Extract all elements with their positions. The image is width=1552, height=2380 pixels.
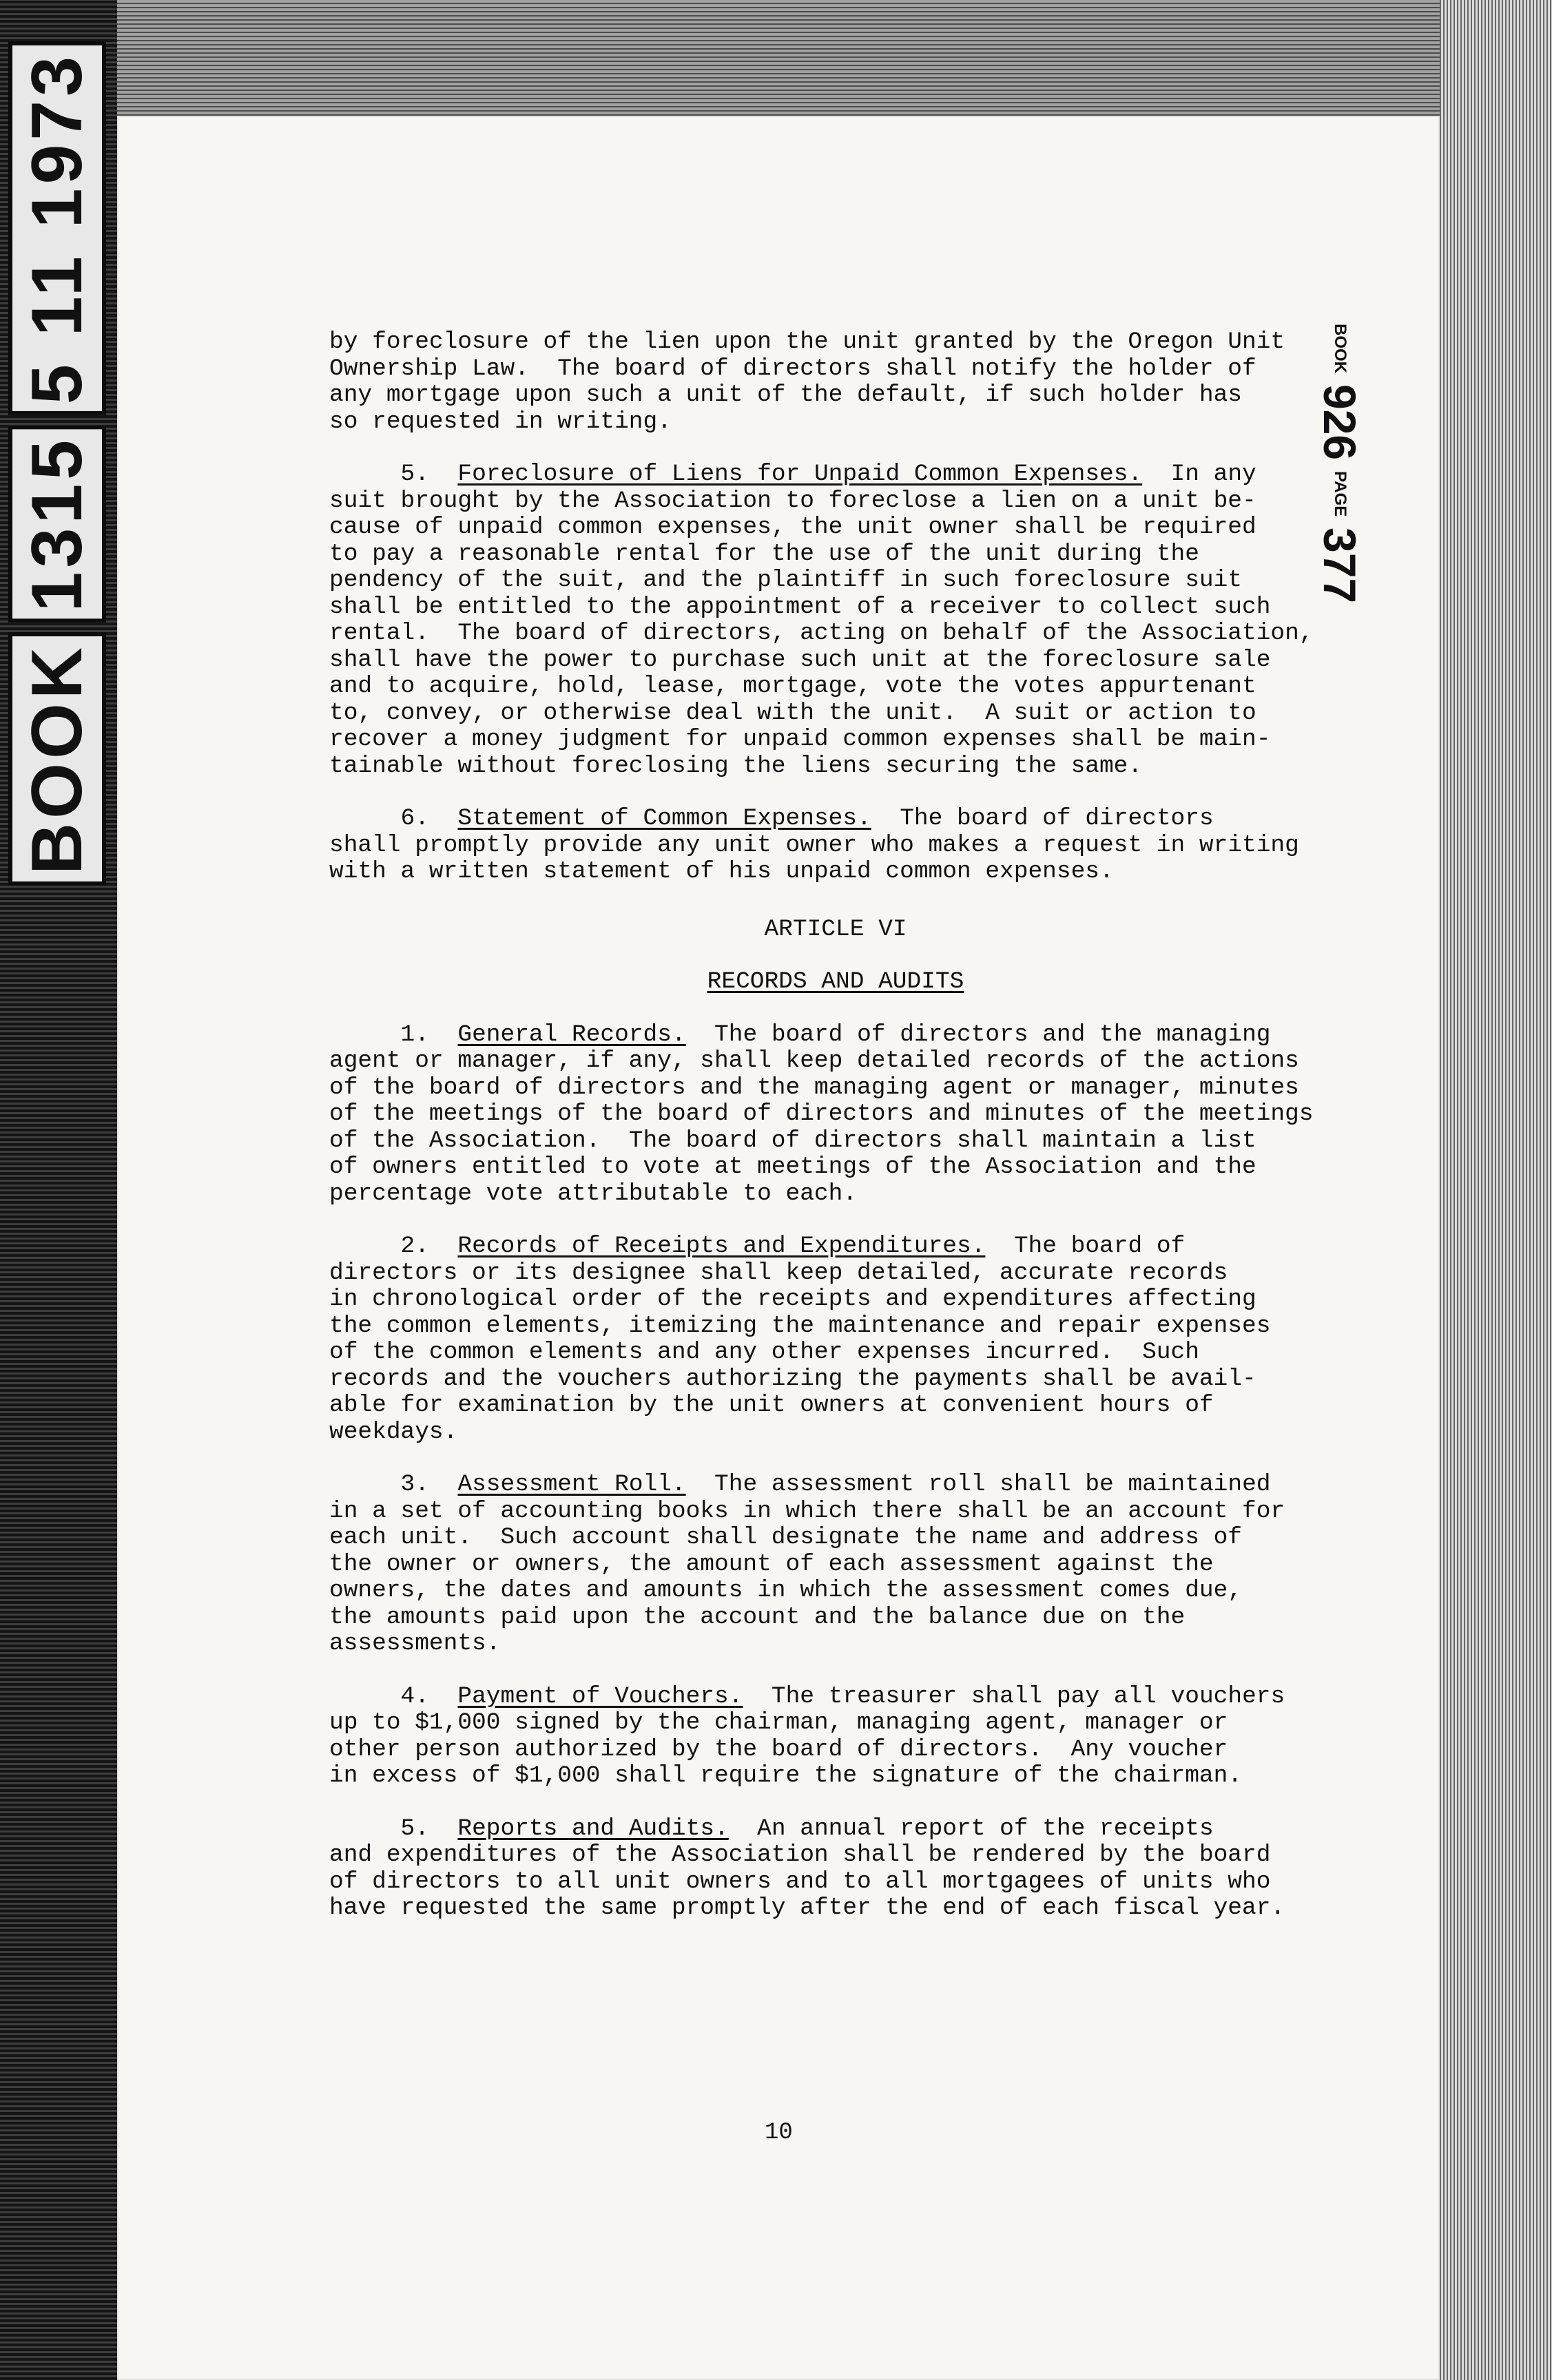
section-1-general-records: [329, 1022, 1342, 1208]
margin-book-number: 926: [1314, 384, 1365, 461]
text-line: have requested the same promptly after the end of each fiscal year.: [329, 1894, 1285, 1921]
text-line: able for examination by the unit owners at convenient hours of: [329, 1392, 1214, 1419]
section-number: 3.: [400, 1471, 429, 1498]
text-line: recover a money judgment for unpaid common expenses shall be main-: [329, 726, 1271, 753]
text-line: to, convey, or otherwise deal with the unit. A suit or action to: [329, 699, 1256, 727]
text-line: so requested in writing.: [329, 408, 672, 435]
section-title: Statement of Common Expenses.: [457, 805, 871, 832]
section-first-line-rest: The assessment roll shall be maintained: [685, 1471, 1271, 1498]
section-first-line-rest: The board of directors and the managing: [685, 1021, 1271, 1048]
section-title: Foreclosure of Liens for Unpaid Common Expenses.: [457, 461, 1143, 488]
section-number: 2.: [400, 1233, 429, 1260]
section-first-line-rest: The treasurer shall pay all vouchers: [743, 1682, 1285, 1710]
section-3-assessment-roll: [329, 1472, 1342, 1658]
text-line: pendency of the suit, and the plaintiff in such foreclosure suit: [329, 567, 1243, 594]
stamp-book-number: 1315: [8, 425, 106, 623]
text-line: in excess of $1,000 shall require the signature of the chairman.: [329, 1762, 1243, 1789]
text-line: assessments.: [329, 1630, 501, 1657]
section-5-reports-audits: [329, 1816, 1342, 1922]
section-number: 5.: [400, 461, 429, 488]
text-line: by foreclosure of the lien upon the unit granted by the Oregon Unit: [329, 328, 1285, 355]
section-6-statement: [329, 806, 1342, 886]
text-line: owners, the dates and amounts in which the assessment comes due,: [329, 1577, 1243, 1604]
text-line: shall be entitled to the appointment of a receiver to collect such: [329, 593, 1271, 620]
section-title: Records of Receipts and Expenditures.: [457, 1233, 986, 1260]
text-line: rental. The board of directors, acting on behalf of the Association,: [329, 620, 1314, 647]
text-line: directors or its designee shall keep detailed, accurate records: [329, 1259, 1228, 1286]
section-first-line-rest: The board of: [985, 1233, 1186, 1260]
text-line: tainable without foreclosing the liens securing the same.: [329, 752, 1143, 780]
margin-book-label: BOOK: [1331, 324, 1349, 373]
text-line: suit brought by the Association to foreclose a lien on a unit be-: [329, 487, 1256, 514]
text-line: in a set of accounting books in which there shall be an account for: [329, 1497, 1285, 1525]
text-line: other person authorized by the board of directors. Any voucher: [329, 1735, 1228, 1763]
recording-stamp-strip: [0, 0, 117, 2380]
text-line: and expenditures of the Association shall be rendered by the board: [329, 1841, 1271, 1868]
section-5-foreclosure: [329, 461, 1342, 780]
text-line: of the board of directors and the managing agent or manager, minutes: [329, 1074, 1299, 1101]
text-line: of owners entitled to vote at meetings of the Association and the: [329, 1154, 1256, 1180]
section-first-line-rest: In any: [1142, 461, 1256, 488]
text-line: agent or manager, if any, shall keep detailed records of the actions: [329, 1047, 1299, 1074]
stamp-book-label: BOOK: [8, 632, 106, 886]
stamp-date: 5 11 1973: [8, 41, 106, 415]
text-line: records and the vouchers authorizing the payments shall be avail-: [329, 1365, 1256, 1392]
text-line: the common elements, itemizing the maintenance and repair expenses: [329, 1312, 1271, 1339]
article-heading: ARTICLE VI: [764, 915, 907, 943]
text-line: in chronological order of the receipts and expenditures affecting: [329, 1286, 1256, 1313]
text-line: with a written statement of his unpaid common expenses.: [329, 858, 1114, 885]
section-title: Reports and Audits.: [457, 1815, 729, 1842]
section-first-line-rest: The board of directors: [871, 805, 1214, 832]
article-subheading: RECORDS AND AUDITS: [707, 968, 964, 995]
margin-page-label: PAGE: [1331, 471, 1349, 517]
section-number: 1.: [400, 1021, 429, 1048]
section-4-payment-vouchers: [329, 1684, 1342, 1790]
section-number: 4.: [400, 1682, 429, 1710]
section-2-receipts-expenditures: [329, 1233, 1342, 1445]
text-line: shall have the power to purchase such unit at the foreclosure sale: [329, 646, 1271, 674]
section-title: Payment of Vouchers.: [457, 1682, 743, 1710]
text-line: of directors to all unit owners and to all mortgagees of units who: [329, 1868, 1271, 1895]
recording-stamp: [6, 41, 109, 1639]
text-line: of the common elements and any other expenses incurred. Such: [329, 1339, 1199, 1366]
paper-top-edge: [117, 0, 1440, 116]
text-line: up to $1,000 signed by the chairman, managing agent, manager or: [329, 1709, 1228, 1736]
text-line: Ownership Law. The board of directors shall notify the holder of: [329, 355, 1256, 382]
text-line: of the Association. The board of directors shall maintain a list: [329, 1127, 1256, 1154]
text-line: percentage vote attributable to each.: [329, 1180, 858, 1207]
section-first-line-rest: An annual report of the receipts: [728, 1815, 1214, 1842]
section-title: Assessment Roll.: [457, 1471, 686, 1498]
margin-page-number: 377: [1314, 528, 1365, 604]
continuation-paragraph: [329, 329, 1342, 435]
section-title: General Records.: [457, 1021, 686, 1048]
document-body: [329, 329, 1342, 1922]
paper-right-edge: [1440, 0, 1552, 2380]
text-line: and to acquire, hold, lease, mortgage, vote the votes appurtenant: [329, 673, 1256, 700]
text-line: shall promptly provide any unit owner who makes a request in writing: [329, 831, 1299, 859]
text-line: to pay a reasonable rental for the use of the unit during the: [329, 540, 1199, 567]
page-number: 10: [765, 2120, 793, 2146]
section-number: 5.: [400, 1815, 429, 1842]
text-line: of the meetings of the board of directors and minutes of the meetings: [329, 1100, 1314, 1127]
text-line: the owner or owners, the amount of each assessment against the: [329, 1550, 1214, 1578]
text-line: any mortgage upon such a unit of the default, if such holder has: [329, 382, 1243, 408]
section-number: 6.: [400, 805, 429, 832]
text-line: the amounts paid upon the account and the balance due on the: [329, 1603, 1186, 1631]
text-line: cause of unpaid common expenses, the unit owner shall be required: [329, 514, 1256, 541]
text-line: weekdays.: [329, 1418, 458, 1445]
text-line: each unit. Such account shall designate the name and address of: [329, 1524, 1243, 1551]
